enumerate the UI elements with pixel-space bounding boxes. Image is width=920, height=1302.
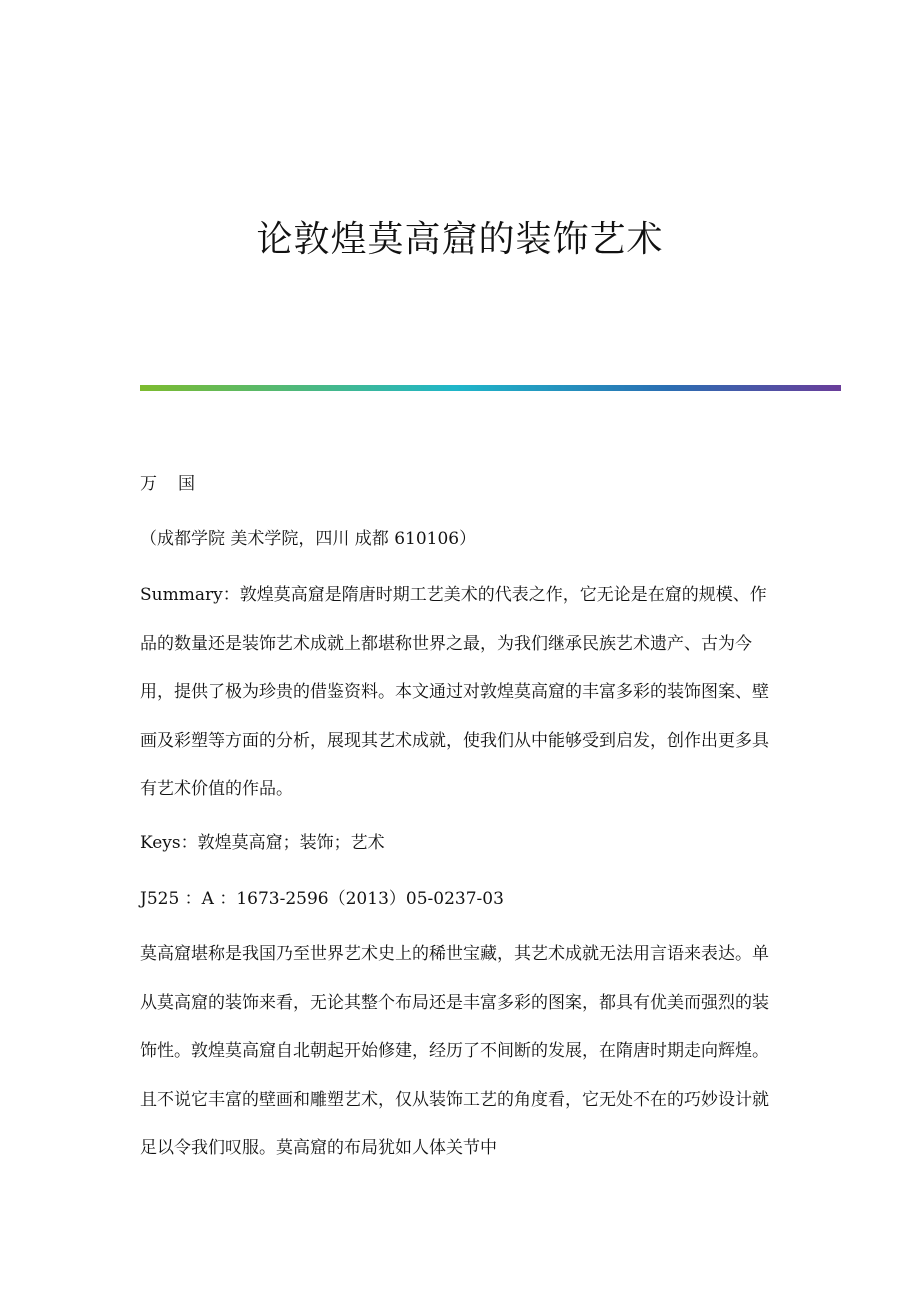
author-name: 万 国 bbox=[140, 474, 197, 494]
document-title: 论敦煌莫高窟的装饰艺术 bbox=[256, 219, 664, 260]
abstract-text: 敦煌莫高窟是隋唐时期工艺美术的代表之作，它无论是在窟的规模、作品的数量还是装饰艺术成就上都堪称世界之最，为我们继承民族艺术遗产、古为今用，提供了极为珍贵的借鉴资料。本文通过对敦煌莫高窟的丰富多彩的装饰图案、壁画及彩塑等方面的分析，展现其艺术成就，使我们从中能够受到启发，创作出更多具有艺术价值的作品。 bbox=[140, 585, 769, 799]
keywords-text: 敦煌莫高窟；装饰；艺术 bbox=[197, 833, 385, 853]
gradient-divider bbox=[140, 385, 841, 391]
body-paragraph: 莫高窟堪称是我国乃至世界艺术史上的稀世宝藏，其艺术成就无法用言语来表达。单从莫高窟的装饰来看，无论其整个布局还是丰富多彩的图案，都具有优美而强烈的装饰性。敦煌莫高窟自北朝起开始修建，经历了不间断的发展，在隋唐时期走向辉煌。且不说它丰富的壁画和雕塑艺术，仅从装饰工艺的角度看，它无处不在的巧妙设计就足以令我们叹服。莫高窟的布局犹如人体关节中 bbox=[140, 944, 769, 1158]
abstract-label: Summary： bbox=[140, 585, 240, 605]
abstract bbox=[140, 571, 780, 814]
classification-code: J525 ：A ：1673-2596（2013）05-0237-03 bbox=[140, 889, 504, 909]
keywords bbox=[140, 829, 780, 857]
author-affiliation: （成都学院 美术学院，四川 成都 610106） bbox=[140, 529, 477, 549]
keywords-label: Keys： bbox=[140, 833, 198, 853]
